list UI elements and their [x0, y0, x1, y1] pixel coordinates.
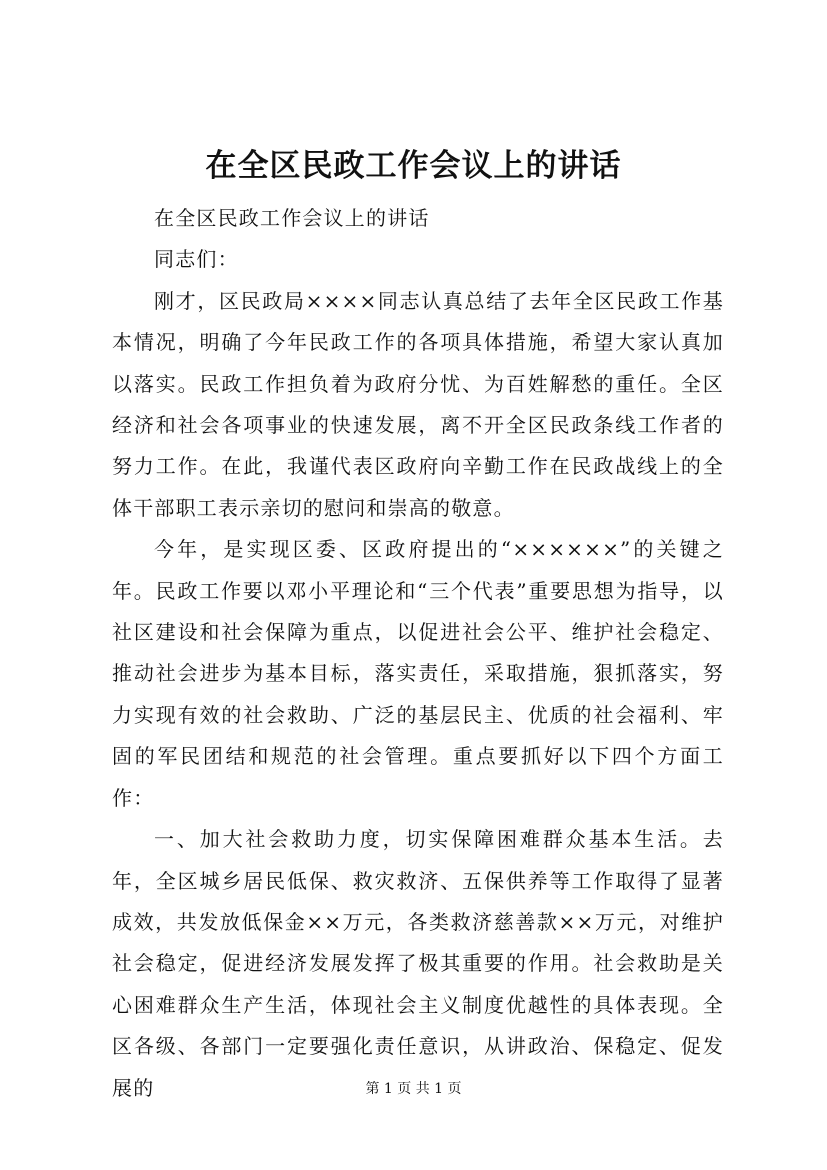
document-body — [112, 198, 724, 1109]
paragraph-subtitle: 在全区民政工作会议上的讲话 — [154, 206, 430, 230]
paragraph-goals: 今年，是实现区委、区政府提出的“××××××”的关键之年。民政工作要以邓小平理论和“三个代表”重要思想为指导，以社区建设和社会保障为重点，以促进社会公平、维护社会稳定、推动社会进步为基本目标，落实责任，采取措施，狠抓落实，努力实现有效的社会救助、广泛的基层民主、优质的社会福利、牢固的军民团结和规范的社会管理。重点要抓好以下四个方面工作： — [112, 537, 724, 810]
page-footer: 第 1 页 共 1 页 — [365, 1081, 462, 1097]
paragraph-salutation: 同志们： — [154, 247, 239, 272]
paragraph-section-one: 一、加大社会救助力度，切实保障困难群众基本生活。去年，全区城乡居民低保、救灾救济、五保供养等工作取得了显著成效，共发放低保金××万元，各类救济慈善款××万元，对维护社会稳定，促进经济发展发挥了极其重要的作用。社会救助是关心困难群众生产生活，体现社会主义制度优越性的具体表现。全区各级、各部门一定要强化责任意识，从讲政治、保稳定、促发展的 — [112, 827, 724, 1100]
document-title: 在全区民政工作会议上的讲话 — [205, 148, 622, 184]
paragraph-opening: 刚才，区民政局××××同志认真总结了去年全区民政工作基本情况，明确了今年民政工作的各项具体措施，希望大家认真加以落实。民政工作担负着为政府分忧、为百姓解愁的重任。全区经济和社会各项事业的快速发展，离不开全区民政条线工作者的努力工作。在此，我谨代表区政府向辛勤工作在民政战线上的全体干部职工表示亲切的慰问和崇高的敬意。 — [112, 288, 724, 520]
